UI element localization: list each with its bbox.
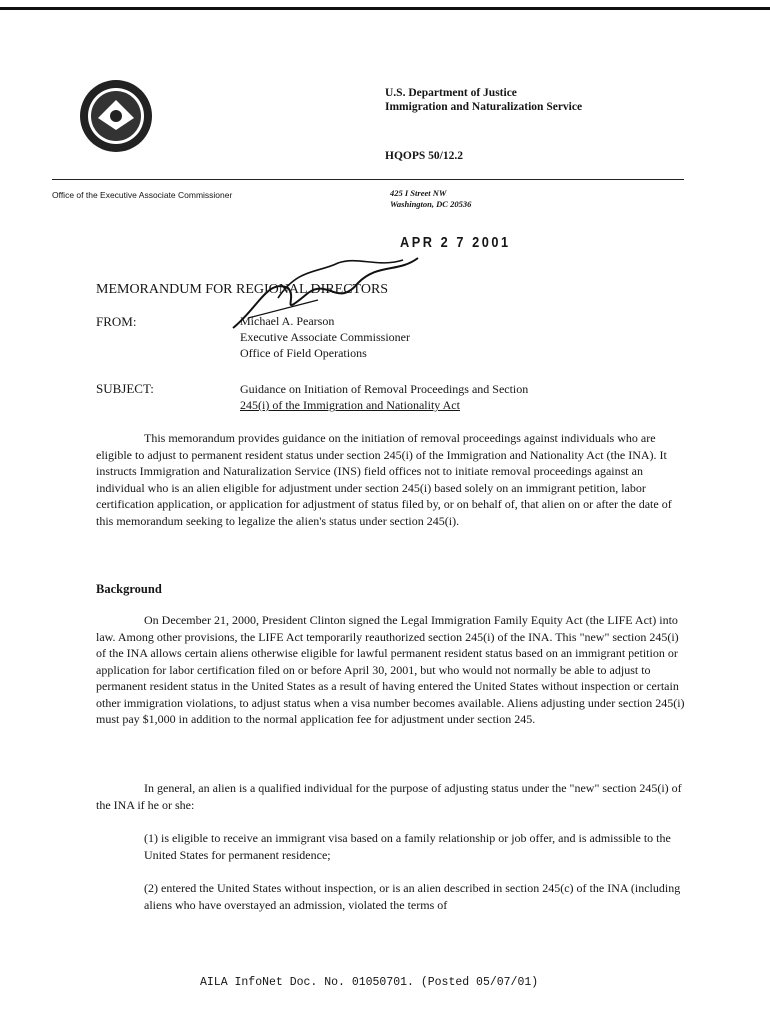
memo-recipients: MEMORANDUM FOR REGIONAL DIRECTORS xyxy=(96,282,389,297)
background-paragraph-1: On December 21, 2000, President Clinton signed the Legal Immigration Family Equity Act (the LIFE Act) into law. Among other provisions, the LIFE Act temporarily reauthorized section 245(i) of the INA. This "new" section 245(i) of the INA allows certain aliens otherwise eligible for lawful permanent resident status based on an immigrant petition or application for labor certification filed on or before April 30, 2001, but who would not normally be able to adjust to permanent resident status in the United States as a result of having entered the United States without inspection or certain other immigration violations, to adjust status when a visa number becomes available. Aliens adjusting under section 245(i) must pay $1,000 in addition to the normal application fee for adjustment under section 245. xyxy=(96,613,685,726)
from-label: FROM: xyxy=(96,314,137,329)
subject-label: SUBJECT: xyxy=(96,381,154,396)
subject-line-2: 245(i) of the Immigration and Nationality Act xyxy=(240,398,460,412)
office-name: Office of the Executive Associate Commissioner xyxy=(52,190,233,200)
street-line: 425 I Street NW xyxy=(390,188,447,198)
reference-number: HQOPS 50/12.2 xyxy=(385,150,463,162)
city-line: Washington, DC 20536 xyxy=(390,199,472,209)
office-address xyxy=(390,188,471,210)
background-paragraph-2: In general, an alien is a qualified individual for the purpose of adjusting status under the "new" section 245(i) of the INA if he or she: xyxy=(96,781,682,812)
agency-line-2: Immigration and Naturalization Service xyxy=(385,101,583,113)
from-block xyxy=(240,313,410,361)
from-title: Executive Associate Commissioner xyxy=(240,330,410,344)
header-rule xyxy=(52,179,684,180)
list-item-1: (1) is eligible to receive an immigrant visa based on a family relationship or job offer, and is admissible to the United States for permanent residence; xyxy=(144,831,671,862)
intro-paragraph: This memorandum provides guidance on the initiation of removal proceedings against individuals who are eligible to adjust to permanent resident status under section 245(i) of the Immigration and Nationality Act (the INA). It instructs Immigration and Naturalization Service (INS) field offices not to initiate removal proceedings against an individual who is an alien eligible for adjustment under section 245(i) based solely on an immigrant petition, labor certification application, or application for adjustment of status filed by, or on behalf of, that alien on or after the date of this memorandum seeking to legalize the alien's status under section 245(i). xyxy=(96,431,672,528)
agency-name xyxy=(385,86,582,114)
footer-doc-line: AILA InfoNet Doc. No. 01050701. (Posted 05/07/01) xyxy=(200,976,539,989)
subject-block xyxy=(240,381,528,413)
doj-seal-icon xyxy=(78,78,154,154)
agency-line-1: U.S. Department of Justice xyxy=(385,87,517,99)
from-name: Michael A. Pearson xyxy=(240,314,335,328)
list-item-2: (2) entered the United States without inspection, or is an alien described in section 245(c) of the INA (including aliens who have overstayed an admission, violated the terms of xyxy=(144,881,681,912)
date-stamp: APR 2 7 2001 xyxy=(400,234,511,251)
subject-line-1: Guidance on Initiation of Removal Proceedings and Section xyxy=(240,382,529,396)
from-office: Office of Field Operations xyxy=(240,346,367,360)
background-heading: Background xyxy=(96,582,162,596)
top-scan-border xyxy=(0,7,770,10)
